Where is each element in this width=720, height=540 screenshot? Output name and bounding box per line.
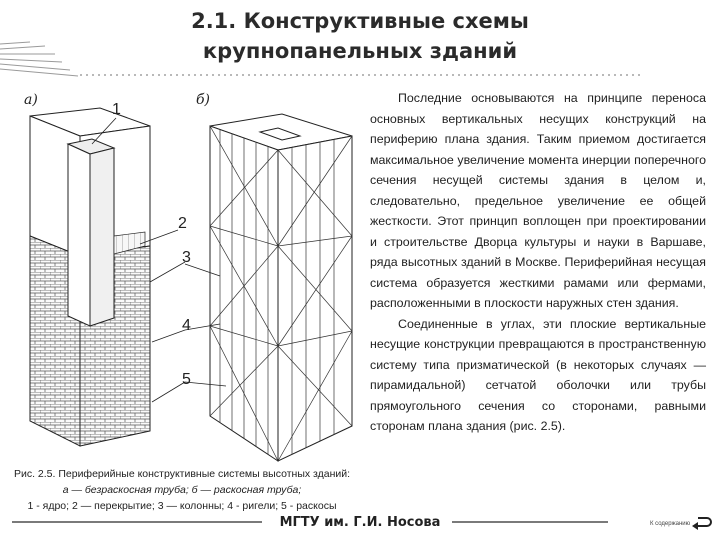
figure-label-a: а) <box>24 92 38 108</box>
figure-caption <box>2 466 362 514</box>
return-arrow-icon[interactable] <box>690 512 714 534</box>
callout-5: 5 <box>182 371 191 388</box>
callout-1: 1 <box>112 101 121 118</box>
page-title <box>0 6 720 66</box>
corner-decoration <box>0 40 80 80</box>
tower-b <box>196 92 352 461</box>
callout-4: 4 <box>182 317 191 334</box>
caption-line-3: 1 - ядро; 2 — перекрытие; 3 — колонны; 4 - ригели; 5 - раскосы <box>27 500 337 512</box>
paragraph-2: Соединенные в углах, эти плоские вертикальные несущие конструкции превращаются в пространственную систему типа призматической (в некоторых случаях — пирамидальной) сетчатой оболочки или трубы прямоугольного сечения со сторонами, равными сторонам плана здания (рис. 2.5). <box>370 316 706 433</box>
main-text <box>370 88 706 437</box>
title-line-2: крупнопанельных зданий <box>202 39 518 63</box>
callout-3: 3 <box>182 249 191 266</box>
title-line-1: 2.1. Конструктивные схемы <box>191 9 529 33</box>
footer-university: МГТУ им. Г.И. Носова <box>279 515 441 530</box>
title-divider <box>80 74 640 76</box>
tower-a <box>24 92 150 446</box>
structural-diagram <box>20 86 360 466</box>
caption-line-2: а — безраскосная труба; б — раскосная труба; <box>62 484 302 496</box>
caption-line-1: Рис. 2.5. Периферийные конструктивные системы высотных зданий: <box>13 468 351 480</box>
figure-label-b: б) <box>196 92 211 108</box>
callout-2: 2 <box>178 215 187 232</box>
toc-link[interactable]: К содержанию <box>650 521 691 527</box>
paragraph-1: Последние основываются на принципе переноса основных вертикальных несущих конструкций на периферию плана здания. Таким приемом достигается максимальное увеличение момента инерции поперечного сечения несущей системы здания в целом и, следовательно, предельное увеличение ее общей жесткости. Этот принцип воплощен при проектировании и строительстве Дворца культуры и науки в Варшаве, ряда высотных зданий в Москве. Периферийная несущая система образуется жесткими рамами или фермами, расположенными в плоскости наружных стен здания. <box>370 91 706 310</box>
